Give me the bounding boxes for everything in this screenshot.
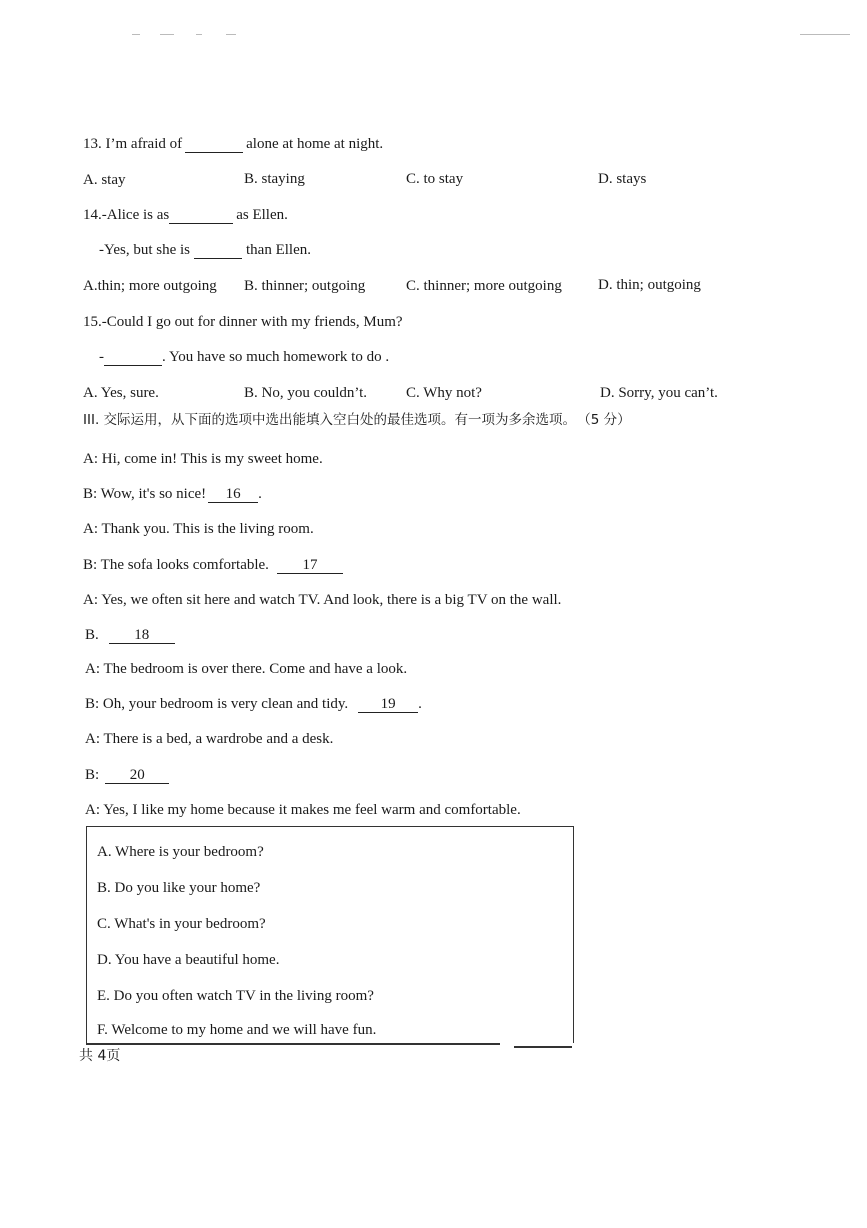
- choice-a: A. Where is your bedroom?: [97, 844, 264, 860]
- blank-16: 16: [208, 486, 258, 503]
- blank-20: 20: [105, 767, 169, 784]
- dialogue-line-2: [83, 485, 262, 503]
- dialogue-line-8: [85, 695, 422, 713]
- blank-17: 17: [277, 557, 343, 574]
- scan-mark: [800, 34, 850, 35]
- q15-stem: 15.-Could I go out for dinner with my friends, Mum?: [83, 314, 403, 330]
- dialogue-line-10-text: B:: [85, 767, 100, 783]
- q15-reply: [99, 348, 389, 366]
- blank-18: 18: [109, 627, 175, 644]
- scan-mark: [132, 34, 140, 35]
- q15-option-c: C. Why not?: [406, 385, 482, 401]
- q15-blank: [104, 349, 162, 366]
- q14-option-c: C. thinner; more outgoing: [406, 278, 562, 294]
- q14-blank-2: [194, 242, 242, 259]
- dialogue-line-3: A: Thank you. This is the living room.: [83, 521, 314, 537]
- q13-stem: [83, 135, 383, 153]
- q14-option-d: D. thin; outgoing: [598, 277, 701, 293]
- q14-reply: [99, 241, 311, 259]
- q15-option-d: D. Sorry, you can’t.: [600, 385, 718, 401]
- q14-option-b: B. thinner; outgoing: [244, 278, 366, 294]
- q15-option-b: B. No, you couldn’t.: [244, 385, 368, 401]
- q13-option-c: C. to stay: [406, 171, 464, 187]
- dialogue-line-2-text: B: Wow, it's so nice!: [83, 486, 207, 502]
- dialogue-line-11: A: Yes, I like my home because it makes me feel warm and comfortable.: [85, 802, 521, 818]
- section-3-heading-text: III. 交际运用，从下面的选项中选出能填入空白处的最佳选项。有一项为多余选项。: [83, 412, 577, 428]
- scan-mark: [226, 34, 236, 35]
- scan-mark: [160, 34, 174, 35]
- dialogue-line-6-text: B.: [85, 627, 99, 643]
- dialogue-line-8-text: B: Oh, your bedroom is very clean and tidy.: [85, 696, 349, 712]
- choice-e: E. Do you often watch TV in the living room?: [97, 988, 374, 1004]
- q14-reply-post: than Ellen.: [246, 242, 311, 258]
- dialogue-line-7: A: The bedroom is over there. Come and have a look.: [85, 661, 408, 677]
- q15-option-a: A. Yes, sure.: [83, 385, 159, 401]
- choice-f: F. Welcome to my home and we will have fun.: [97, 1022, 377, 1038]
- dialogue-line-10: [85, 766, 169, 784]
- q13-option-a: A. stay: [83, 172, 126, 188]
- q13-option-b: B. staying: [244, 171, 305, 187]
- dialogue-line-4-text: B: The sofa looks comfortable.: [83, 557, 269, 573]
- section-3-score: （5 分）: [584, 412, 631, 428]
- choice-b: B. Do you like your home?: [97, 880, 261, 896]
- q14-option-a: A.thin; more outgoing: [83, 278, 217, 294]
- section-3-heading: [83, 411, 631, 429]
- blank-19: 19: [358, 696, 418, 713]
- q13-stem-post: alone at home at night.: [246, 136, 384, 152]
- choices-box-border: [86, 1043, 500, 1045]
- q14-stem: [83, 206, 288, 224]
- q13-blank: [185, 136, 243, 153]
- q15-reply-pre: -: [99, 349, 104, 365]
- scan-mark: [196, 34, 202, 35]
- dialogue-line-4: [83, 556, 343, 574]
- dialogue-line-2-post: .: [258, 486, 262, 502]
- dialogue-line-8-post: .: [418, 696, 422, 712]
- q15-reply-post: . You have so much homework to do .: [162, 349, 390, 365]
- page-count: 共 4页: [79, 1048, 121, 1064]
- choices-box-border: [514, 1046, 572, 1048]
- dialogue-line-9: A: There is a bed, a wardrobe and a desk.: [85, 731, 334, 747]
- q13-option-d: D. stays: [598, 171, 647, 187]
- dialogue-line-5: A: Yes, we often sit here and watch TV. And look, there is a big TV on the wall.: [83, 592, 562, 608]
- dialogue-line-1: A: Hi, come in! This is my sweet home.: [83, 451, 323, 467]
- q14-stem-post: as Ellen.: [236, 207, 288, 223]
- choice-c: C. What's in your bedroom?: [97, 916, 266, 932]
- q14-reply-pre: -Yes, but she is: [99, 242, 190, 258]
- dialogue-line-6: [85, 626, 175, 644]
- q13-stem-pre: 13. I’m afraid of: [83, 136, 183, 152]
- q14-stem-pre: 14.-Alice is as: [83, 207, 170, 223]
- choice-d: D. You have a beautiful home.: [97, 952, 280, 968]
- q14-blank-1: [169, 207, 233, 224]
